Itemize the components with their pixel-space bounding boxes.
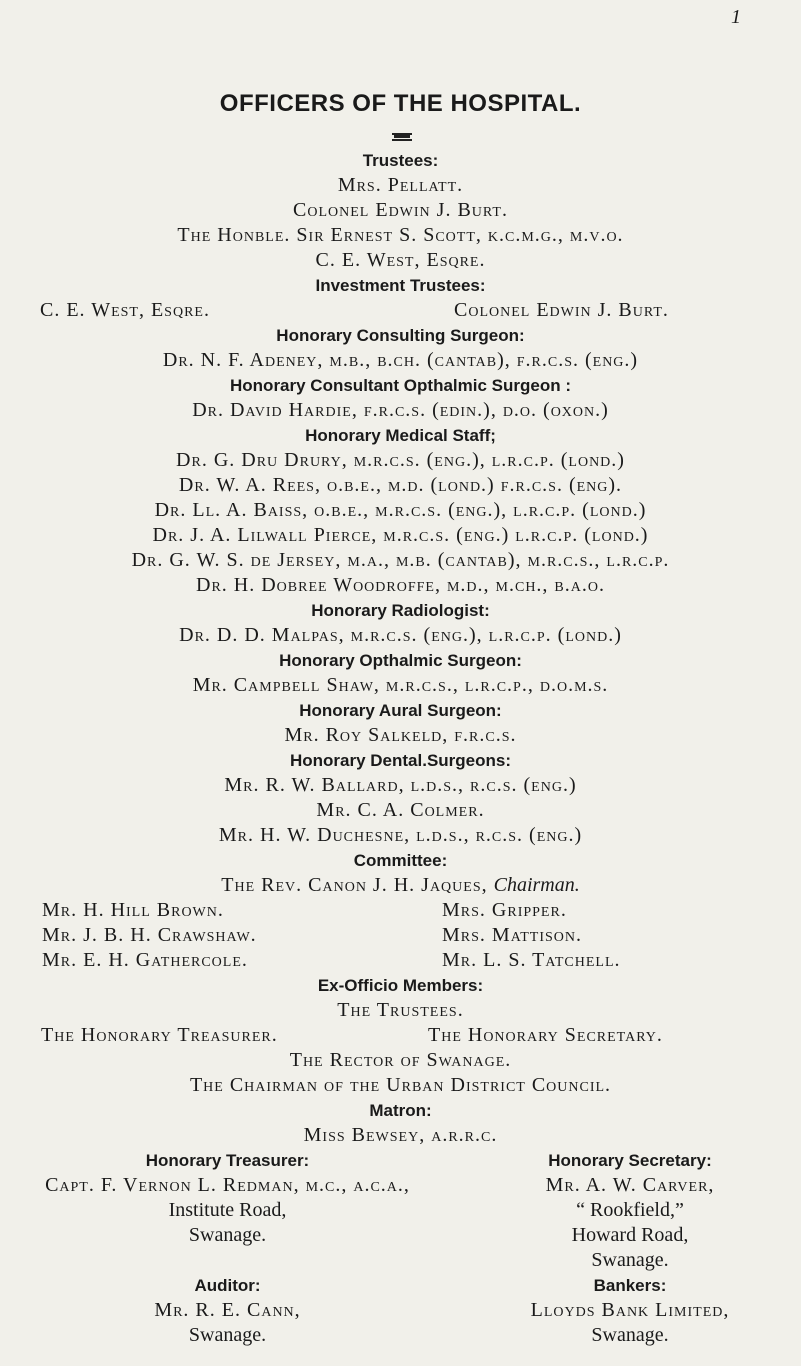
- consulting-surgeon-heading: Honorary Consulting Surgeon:: [276, 326, 525, 345]
- secretary-line: Mr. A. W. Carver,: [545, 1174, 715, 1196]
- secretary-line: Swanage.: [591, 1249, 669, 1271]
- trustee-line: Colonel Edwin J. Burt.: [293, 199, 508, 221]
- treasurer-heading: Honorary Treasurer:: [145, 1151, 310, 1170]
- committee-row: [0, 898, 801, 923]
- dental-surgeon-line: Mr. C. A. Colmer.: [316, 799, 485, 821]
- committee-member-left: Mr. H. Hill Brown.: [42, 899, 224, 921]
- aural-surgeon-heading: Honorary Aural Surgeon:: [299, 701, 502, 720]
- ex-officio-line: The Trustees.: [337, 999, 464, 1021]
- opthalmic-surgeon-name: Mr. Campbell Shaw, m.r.c.s., l.r.c.p., d.o.m.s.: [192, 674, 609, 696]
- radiologist-heading: Honorary Radiologist:: [311, 601, 490, 620]
- trustee-line: Mrs. Pellatt.: [337, 174, 464, 196]
- ex-officio-treasurer: The Honorary Treasurer.: [41, 1024, 278, 1046]
- bankers-line: Lloyds Bank Limited,: [530, 1299, 730, 1321]
- page-number: 1: [731, 6, 741, 28]
- dental-surgeon-line: Mr. H. W. Duchesne, l.d.s., r.c.s. (eng.): [218, 824, 583, 846]
- investment-trustee-left: C. E. West, Esqre.: [40, 299, 210, 321]
- radiologist-name: Dr. D. D. Malpas, m.r.c.s. (eng.), l.r.c.p. (lond.): [179, 624, 622, 646]
- medical-staff-line: Dr. W. A. Rees, o.b.e., m.d. (lond.) f.r.c.s. (eng).: [178, 474, 623, 496]
- trustee-line: C. E. West, Esqre.: [315, 249, 486, 271]
- ex-officio-heading: Ex-Officio Members:: [317, 976, 484, 995]
- bankers-heading: Bankers:: [593, 1276, 667, 1295]
- treasurer-line: Institute Road,: [168, 1199, 287, 1221]
- dental-surgeons-heading: Honorary Dental.Surgeons:: [289, 751, 512, 770]
- right-column: [485, 1148, 775, 1348]
- investment-trustee-right: Colonel Edwin J. Burt.: [454, 299, 669, 321]
- matron-name: Miss Bewsey, a.r.r.c.: [303, 1124, 498, 1146]
- medical-staff-line: Dr. G. W. S. de Jersey, m.a., m.b. (cantab), m.r.c.s., l.r.c.p.: [131, 549, 670, 571]
- ex-officio-secretary: The Honorary Secretary.: [428, 1024, 663, 1046]
- treasurer-line: Capt. F. Vernon L. Redman, m.c., a.c.a.,: [45, 1174, 410, 1196]
- ex-officio-line: The Chairman of the Urban District Council.: [189, 1074, 612, 1096]
- ex-officio-row: [0, 1023, 801, 1048]
- committee-member-right: Mr. L. S. Tatchell.: [442, 949, 621, 971]
- secretary-line: “ Rookfield,”: [576, 1199, 684, 1221]
- committee-row: [0, 923, 801, 948]
- committee-member-right: Mrs. Mattison.: [442, 924, 583, 946]
- dental-surgeon-line: Mr. R. W. Ballard, l.d.s., r.c.s. (eng.): [224, 774, 577, 796]
- committee-member-left: Mr. E. H. Gathercole.: [42, 949, 248, 971]
- auditor-line: Swanage.: [188, 1324, 267, 1346]
- trustee-line: The Honble. Sir Ernest S. Scott, k.c.m.g., m.v.o.: [177, 224, 624, 246]
- consultant-opthalmic-heading: Honorary Consultant Opthalmic Surgeon :: [230, 376, 571, 395]
- medical-staff-line: Dr. Ll. A. Baiss, o.b.e., m.r.c.s. (eng.), l.r.c.p. (lond.): [154, 499, 647, 521]
- title-rule-ornament: [390, 132, 414, 142]
- auditor-line: Mr. R. E. Cann,: [154, 1299, 301, 1321]
- committee-chairman-name: The Rev. Canon J. H. Jaques,: [221, 874, 488, 896]
- officers-list: [0, 148, 801, 1366]
- consulting-surgeon-name: Dr. N. F. Adeney, m.b., b.ch. (cantab), f.r.c.s. (eng.): [162, 349, 639, 371]
- bankers-line: Swanage.: [591, 1324, 669, 1346]
- medical-staff-line: Dr. G. Dru Drury, m.r.c.s. (eng.), l.r.c.p. (lond.): [176, 449, 625, 471]
- investment-trustees-row: [0, 298, 801, 323]
- committee-member-right: Mrs. Gripper.: [442, 899, 567, 921]
- medical-staff-line: Dr. H. Dobree Woodroffe, m.d., m.ch., b.a.o.: [196, 574, 605, 596]
- auditor-heading: Auditor:: [194, 1276, 261, 1295]
- secretary-line: Howard Road,: [571, 1224, 689, 1246]
- left-column: [30, 1148, 425, 1348]
- committee-chairman-role: Chairman.: [493, 874, 580, 896]
- committee-chairman-line: [0, 873, 801, 898]
- investment-trustees-heading: Investment Trustees:: [315, 276, 486, 295]
- trustees-heading: Trustees:: [362, 151, 439, 170]
- aural-surgeon-name: Mr. Roy Salkeld, f.r.c.s.: [284, 724, 517, 746]
- opthalmic-surgeon-heading: Honorary Opthalmic Surgeon:: [279, 651, 522, 670]
- medical-staff-heading: Honorary Medical Staff;: [305, 426, 496, 445]
- officer-columns: [0, 1148, 801, 1366]
- medical-staff-line: Dr. J. A. Lilwall Pierce, m.r.c.s. (eng.) l.r.c.p. (lond.): [152, 524, 649, 546]
- consultant-opthalmic-name: Dr. David Hardie, f.r.c.s. (edin.), d.o. (oxon.): [192, 399, 609, 421]
- committee-row: [0, 948, 801, 973]
- committee-heading: Committee:: [353, 851, 448, 870]
- matron-heading: Matron:: [369, 1101, 432, 1120]
- column-spacer: [30, 1248, 425, 1273]
- treasurer-line: Swanage.: [188, 1224, 267, 1246]
- secretary-heading: Honorary Secretary:: [548, 1151, 712, 1170]
- page-title: OFFICERS OF THE HOSPITAL.: [219, 90, 582, 117]
- ex-officio-line: The Rector of Swanage.: [289, 1049, 512, 1071]
- committee-member-left: Mr. J. B. H. Crawshaw.: [42, 924, 257, 946]
